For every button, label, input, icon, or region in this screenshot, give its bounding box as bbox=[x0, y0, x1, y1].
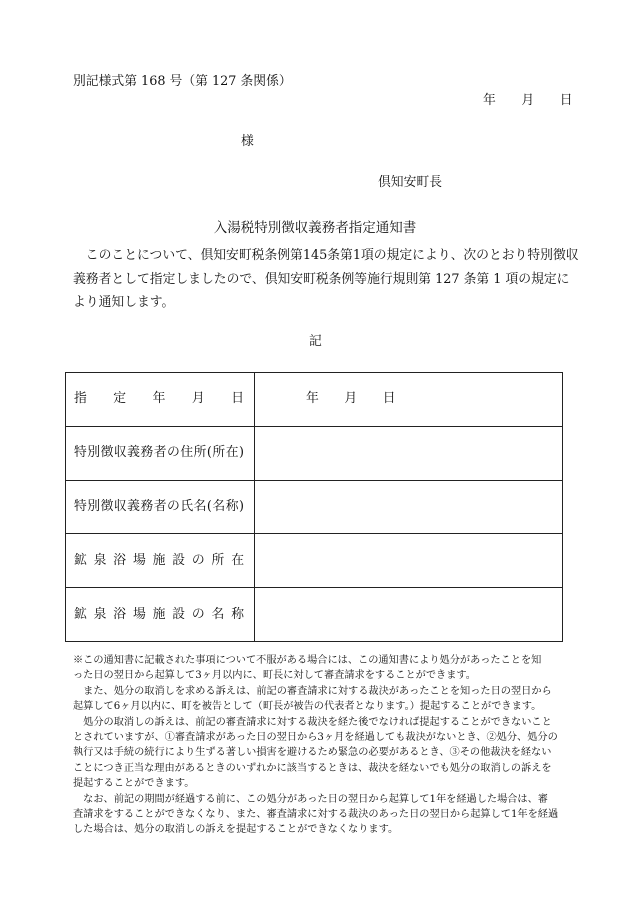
recipient-suffix: 様 bbox=[241, 134, 254, 149]
notes-section bbox=[73, 653, 565, 838]
note-line: 起算して6ヶ月以内に、町を被告として（町長が被告の代表者となります。）提起することができます。 bbox=[73, 701, 542, 713]
designation-table bbox=[65, 372, 563, 642]
table-value-cell bbox=[255, 373, 563, 427]
note-line: 査請求をすることができなくなり、また、審査請求に対する裁決のあった日の翌日から起算して1年を経過 bbox=[73, 809, 559, 821]
document-title: 入湯税特別徴収義務者指定通知書 bbox=[213, 220, 417, 236]
body-line: このことについて、倶知安町税条例第145条第1項の規定により、次のとおり特別徴収 bbox=[73, 248, 579, 263]
note-line: また、処分の取消しを求める訴えは、前記の審査請求に対する裁決があったことを知った日の翌日から bbox=[73, 685, 552, 697]
note-line: した場合は、処分の取消しの訴えを提起することができなくなります。 bbox=[73, 824, 399, 836]
row-value: 年 月 日 bbox=[306, 391, 396, 407]
table-value-cell bbox=[255, 588, 563, 642]
ki-heading: 記 bbox=[309, 334, 322, 349]
table-value-cell bbox=[255, 480, 563, 534]
sender-name: 倶知安町長 bbox=[378, 175, 442, 190]
form-number: 別記様式第 168 号（第 127 条関係） bbox=[73, 74, 292, 89]
table-label-cell bbox=[66, 480, 255, 534]
table-row-address bbox=[66, 426, 563, 480]
table-value-cell bbox=[255, 534, 563, 588]
note-line: ※この通知書に記載された事項について不服がある場合には、この通知書により処分があったことを知 bbox=[73, 655, 542, 666]
row-label: 鉱 泉 浴 場 施 設 の 名 称 bbox=[74, 606, 244, 622]
body-line: より通知します。 bbox=[73, 295, 175, 310]
table-row-facility-name bbox=[66, 588, 563, 642]
note-line: 提起することができます。 bbox=[73, 778, 195, 790]
note-line: 執行又は手続の続行により生ずる著しい損害を避けるため緊急の必要があるとき、③その他裁決を経ない bbox=[73, 747, 552, 759]
note-line: とされていますが、①審査請求があった日の翌日から3ヶ月を経過しても裁決がないとき、②処分、処分の bbox=[73, 732, 558, 744]
table-label-cell bbox=[66, 373, 255, 427]
table-label-cell bbox=[66, 534, 255, 588]
table-label-cell bbox=[66, 426, 255, 480]
note-line: 処分の取消しの訴えは、前記の審査請求に対する裁決を経た後でなければ提起することができないこと bbox=[73, 716, 552, 728]
table-label-cell bbox=[66, 588, 255, 642]
body-line: 義務者として指定しましたので、倶知安町税条例等施行規則第 127 条第 1 項の規定に bbox=[73, 271, 570, 287]
note-line: った日の翌日から起算して3ヶ月以内に、町長に対して審査請求をすることができます。 bbox=[73, 670, 476, 682]
row-label: 鉱 泉 浴 場 施 設 の 所 在 bbox=[74, 552, 244, 568]
row-label: 特別徴収義務者の住所(所在) bbox=[74, 445, 244, 461]
body-paragraph bbox=[73, 244, 579, 315]
table-row-facility-location bbox=[66, 534, 563, 588]
note-line: なお、前記の期間が経過する前に、この処分があった日の翌日から起算して1年を経過した場合は、審 bbox=[73, 793, 548, 805]
row-label: 指 定 年 月 日 bbox=[74, 391, 244, 407]
table-row-designation-date bbox=[66, 373, 563, 427]
row-label: 特別徴収義務者の氏名(名称) bbox=[74, 498, 244, 514]
table-row-name bbox=[66, 480, 563, 534]
note-line: ことにつき正当な理由があるときのいずれかに該当するときは、裁決を経ないでも処分の取消しの訴えを bbox=[73, 762, 552, 774]
issue-date-label: 年 月 日 bbox=[483, 93, 573, 108]
table-value-cell bbox=[255, 426, 563, 480]
